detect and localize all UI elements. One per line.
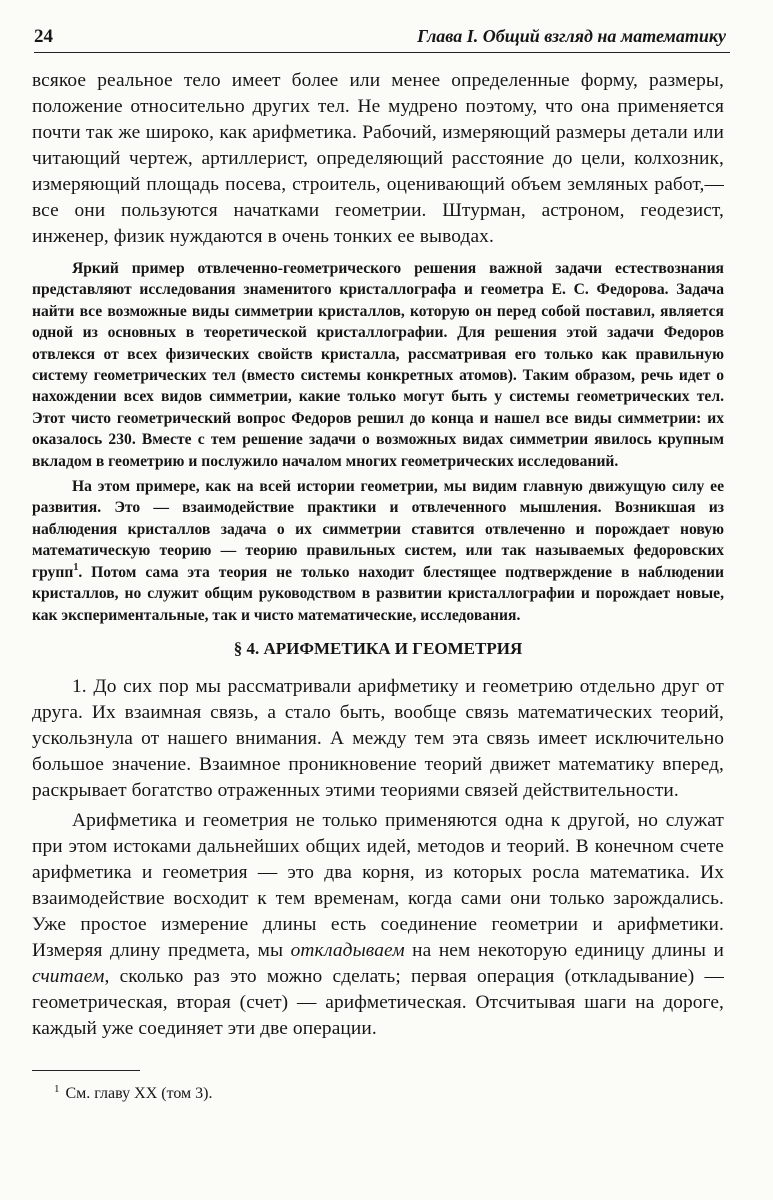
section-heading: § 4. АРИФМЕТИКА И ГЕОМЕТРИЯ: [233, 638, 523, 658]
paragraph-text: На этом примере, как на всей истории геометрии, мы видим главную движущую силу ее развития. Это — взаимодействие практики и отвлеченного мышления. Возникшая из наблюдения кристаллов задача о их симметрии ставится отвлеченно и порождает новую математическую теорию — теорию правильных систем, или так называемых федоровских групп: [32, 478, 724, 581]
page-header: [34, 24, 730, 53]
page-number: 24: [34, 26, 53, 47]
footnote-mark: 1: [54, 1082, 60, 1095]
item-number: 1.: [72, 675, 87, 697]
paragraph-text: на нем некоторую единицу длины и: [404, 939, 725, 961]
paragraph-text: До сих пор мы рассматривали арифметику и геометрию отдельно друг от друга. Их взаимная связь, а стало быть, вообще связь математических теорий, ускользнула от нашего внимания. А между тем эта связь имеет исключительно большое значение. Взаимное проникновение теорий движет математику вперед, раскрывает богатство отраженных этими теориями связей действительности.: [32, 675, 725, 801]
paragraph-text: . Потом сама эта теория не только находит блестящее подтверждение в наблюдении кристаллов, но служит общим руководством в развитии кристаллографии и порождает новые, как экспериментальные, так и чисто математические, исследования.: [32, 563, 724, 624]
paragraph-1: всякое реальное тело имеет более или менее определенные форму, размеры, положение относительно других тел. Не мудрено поэтому, что она применяется почти так же широко, как арифметика. Рабочий, измеряющий размеры детали или читающий чертеж, артиллерист, определяющий расстояние до цели, колхозник, измеряющий площадь посева, строитель, оценивающий объем земляных работ,— все они пользуются начатками геометрии. Штурман, астроном, геодезист, инженер, физик нуждаются в очень тонких ее выводах.: [32, 70, 724, 247]
paragraph-text: Арифметика и геометрия не только применяются одна к другой, но служат при этом истоками дальнейших общих идей, методов и теорий. В конечном счете арифметика и геометрия — это два корня, из которых росла математика. Их взаимодействие восходит к тем временам, когда сами они только зарождались. Уже простое измерение длины есть соединение геометрии и арифметики. Измеряя длину предмета, мы: [32, 809, 724, 961]
paragraph-text: , сколько раз это можно сделать; первая операция (откладывание) — геометрическая, вторая (счет) — арифметическая. Отсчитывая шаги на дороге, каждый уже соединяет эти две операции.: [32, 965, 724, 1039]
footnote: [32, 1079, 724, 1104]
page-body: [32, 68, 724, 1104]
emphasis-term: считаем: [32, 965, 105, 987]
paragraph-arithmetic-geometry: [32, 808, 724, 1042]
running-title: Глава I. Общий взгляд на математику: [417, 26, 726, 46]
footnote-reference[interactable]: 1: [73, 561, 79, 573]
footnote-text: См. главу XX (том 3).: [65, 1084, 213, 1102]
paragraph-development-force: [32, 476, 724, 626]
paragraph-fedorov-example: Яркий пример отвлеченно-геометрического решения важной задачи естествознания представляют исследования знаменитого кристаллографа и геометра Е. С. Федорова. Задача найти все возможные виды симметрии кристаллов, которую он перед собой поставил, является одной из основных в теоретической кристаллографии. Для решения этой задачи Федоров отвлекся от всех физических свойств кристалла, рассматривая его только как правильную систему геометрических тел (вместо системы конкретных атомов). Таким образом, речь идет о нахождении всех видов симметрии, какие только могут быть у системы геометрических тел. Этот чисто геометрический вопрос Федоров решил до конца и нашел все виды симметрии: их оказалось 230. Вместе с тем решение задачи о возможных видах симметрии явилось крупным вкладом в геометрию и послужило началом многих геометрических исследований.: [32, 260, 724, 470]
paragraph-section-1: [32, 674, 724, 804]
emphasis-term: откладываем: [290, 939, 405, 961]
footnote-divider: [32, 1070, 140, 1071]
